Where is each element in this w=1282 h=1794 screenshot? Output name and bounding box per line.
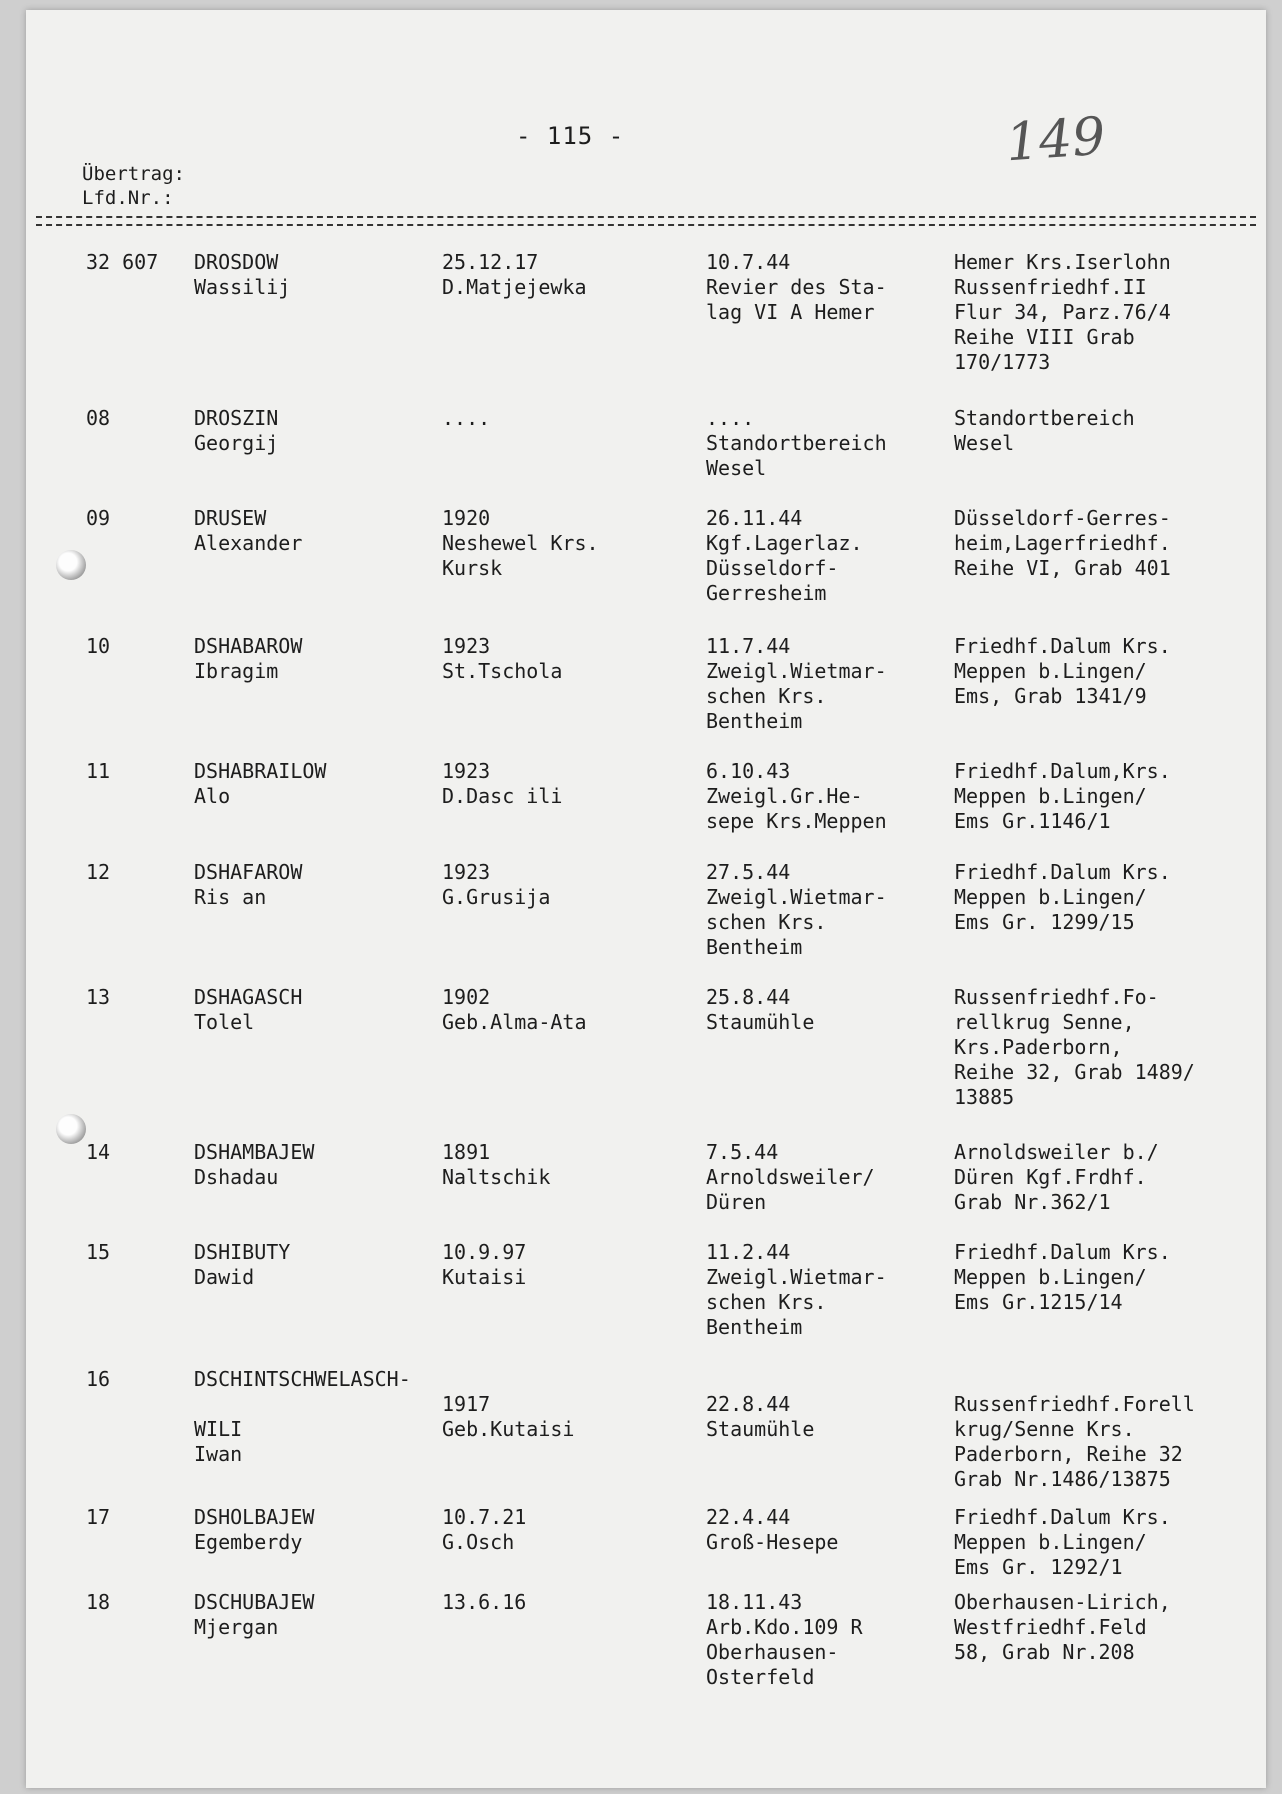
record-nr: 10 xyxy=(86,634,111,658)
record-name xyxy=(194,506,302,556)
record-birth-line: D.Dasc ili xyxy=(442,784,563,808)
record-grave xyxy=(954,985,1195,1110)
record-birth-line: 1917 xyxy=(442,1392,491,1416)
record-death-line: 18.11.43 xyxy=(706,1590,803,1614)
record-death-line: Wesel xyxy=(706,456,767,480)
record-grave xyxy=(954,1240,1171,1315)
record-grave-line xyxy=(954,1367,1195,1392)
record-death xyxy=(706,985,814,1035)
record-birth-line: St.Tschola xyxy=(442,659,563,683)
record-birth-line: Naltschik xyxy=(442,1165,551,1189)
record-grave-line: Ems Gr.1215/14 xyxy=(954,1290,1123,1314)
carry-over-label: Übertrag: xyxy=(82,163,185,185)
record-birth-line: 1923 xyxy=(442,860,491,884)
record-birth xyxy=(442,759,562,809)
record-grave-line: Ems Gr.1146/1 xyxy=(954,809,1111,833)
record-death-line: Zweigl.Wietmar- xyxy=(706,1265,887,1289)
record-birth-line: G.Grusija xyxy=(442,885,551,909)
record-grave-line: Russenfriedhf.Fo- xyxy=(954,985,1159,1009)
record-nr: 11 xyxy=(86,759,111,783)
record-grave-line: Düren Kgf.Frdhf. xyxy=(954,1165,1147,1189)
record-name-line xyxy=(194,1392,411,1417)
record-nr: 13 xyxy=(86,985,111,1009)
header-divider xyxy=(36,216,1256,226)
record-death-line: schen Krs. xyxy=(706,684,827,708)
record-birth-line: 10.7.21 xyxy=(442,1505,527,1529)
record-name-line: DSCHINTSCHWELASCH- xyxy=(194,1367,411,1391)
record-death-line: Groß-Hesepe xyxy=(706,1530,839,1554)
record-grave-line: rellkrug Senne, xyxy=(954,1010,1135,1034)
record-birth-line: Neshewel Krs. xyxy=(442,531,599,555)
record-name xyxy=(194,985,302,1035)
record-death-line: 11.2.44 xyxy=(706,1240,791,1264)
record-nr: 16 xyxy=(86,1367,111,1391)
record-birth-line: 1902 xyxy=(442,985,491,1009)
record-nr: 09 xyxy=(86,506,111,530)
record-death-line: Zweigl.Wietmar- xyxy=(706,659,887,683)
record-name-line: DROSDOW xyxy=(194,250,279,274)
record-grave-line: Westfriedhf.Feld xyxy=(954,1615,1147,1639)
record-death-line: Gerresheim xyxy=(706,581,827,605)
record-death xyxy=(706,1590,863,1690)
record-death-line: Oberhausen- xyxy=(706,1640,839,1664)
record-death-line: 27.5.44 xyxy=(706,860,791,884)
record-birth-line: G.Osch xyxy=(442,1530,515,1554)
record-name-line: DSHAMBAJEW xyxy=(194,1140,315,1164)
record-grave-line: heim,Lagerfriedhf. xyxy=(954,531,1171,555)
record-name-line: Georgij xyxy=(194,431,279,455)
record-name xyxy=(194,860,302,910)
record-grave xyxy=(954,1590,1171,1665)
record-name-line: Mjergan xyxy=(194,1615,279,1639)
record-birth-line: 10.9.97 xyxy=(442,1240,527,1264)
record-grave-line: Ems Gr. 1292/1 xyxy=(954,1555,1123,1579)
record-grave-line: 58, Grab Nr.208 xyxy=(954,1640,1135,1664)
record-death-line: Düren xyxy=(706,1190,767,1214)
record-birth-line xyxy=(442,1367,574,1392)
record-name-line: Alo xyxy=(194,784,231,808)
record-name xyxy=(194,634,302,684)
record-death xyxy=(706,759,887,834)
record-grave xyxy=(954,759,1171,834)
record-death-line: 22.4.44 xyxy=(706,1505,791,1529)
record-name-line: DRUSEW xyxy=(194,506,267,530)
record-grave-line: Oberhausen-Lirich, xyxy=(954,1590,1171,1614)
handwritten-folio-number: 149 xyxy=(1004,106,1108,174)
record-name xyxy=(194,406,278,456)
record-birth xyxy=(442,1140,550,1190)
record-death-line: Kgf.Lagerlaz. xyxy=(706,531,863,555)
record-name-line: Alexander xyxy=(194,531,303,555)
record-death-line: 11.7.44 xyxy=(706,634,791,658)
record-death-line: Arb.Kdo.109 R xyxy=(706,1615,863,1639)
record-death-line: Revier des Sta- xyxy=(706,275,887,299)
record-name-line: Wassilij xyxy=(194,275,291,299)
record-death-line: Standortbereich xyxy=(706,431,887,455)
record-nr: 12 xyxy=(86,860,111,884)
record-name-line: DSHAFAROW xyxy=(194,860,303,884)
record-death-line: schen Krs. xyxy=(706,1290,827,1314)
record-birth xyxy=(442,250,587,300)
record-grave-line: Russenfriedhf.II xyxy=(954,275,1147,299)
page-number: - 115 - xyxy=(516,122,625,150)
record-birth xyxy=(442,634,562,684)
record-grave-line: Meppen b.Lingen/ xyxy=(954,885,1147,909)
record-birth-line: Geb.Alma-Ata xyxy=(442,1010,587,1034)
record-grave xyxy=(954,860,1171,935)
record-grave-line: krug/Senne Krs. xyxy=(954,1417,1135,1441)
record-name xyxy=(194,1367,411,1467)
record-death-line: lag VI A Hemer xyxy=(706,300,875,324)
record-death-line: Staumühle xyxy=(706,1010,815,1034)
record-name-line: DSHABAROW xyxy=(194,634,303,658)
record-death xyxy=(706,1367,814,1442)
record-birth xyxy=(442,1240,526,1290)
record-nr: 15 xyxy=(86,1240,111,1264)
record-name-line: WILI xyxy=(194,1417,243,1441)
record-death-line: Zweigl.Gr.He- xyxy=(706,784,863,808)
record-grave-line: Ems, Grab 1341/9 xyxy=(954,684,1147,708)
record-death-line: schen Krs. xyxy=(706,910,827,934)
record-death-line: Düsseldorf- xyxy=(706,556,839,580)
record-death-line: Zweigl.Wietmar- xyxy=(706,885,887,909)
record-grave-line: Ems Gr. 1299/15 xyxy=(954,910,1135,934)
record-name-line: DSHAGASCH xyxy=(194,985,303,1009)
record-death-line: 26.11.44 xyxy=(706,506,803,530)
record-birth-line: .... xyxy=(442,406,491,430)
record-grave-line: Friedhf.Dalum Krs. xyxy=(954,1240,1171,1264)
record-birth xyxy=(442,860,550,910)
record-death-line: Bentheim xyxy=(706,935,803,959)
record-death xyxy=(706,406,887,481)
record-grave-line: 170/1773 xyxy=(954,350,1051,374)
record-grave-line: Grab Nr.1486/13875 xyxy=(954,1467,1171,1491)
record-grave-line: Meppen b.Lingen/ xyxy=(954,784,1147,808)
record-death xyxy=(706,860,887,960)
record-death xyxy=(706,250,887,325)
record-birth xyxy=(442,985,587,1035)
record-name-line: Dawid xyxy=(194,1265,255,1289)
record-death xyxy=(706,634,887,734)
record-name-line: Egemberdy xyxy=(194,1530,303,1554)
record-name xyxy=(194,1240,290,1290)
record-grave-line: Friedhf.Dalum Krs. xyxy=(954,860,1171,884)
record-name xyxy=(194,759,326,809)
record-grave-line: Arnoldsweiler b./ xyxy=(954,1140,1159,1164)
record-death-line: Osterfeld xyxy=(706,1665,815,1689)
record-name-line: Ris an xyxy=(194,885,267,909)
record-birth-line: 25.12.17 xyxy=(442,250,539,274)
record-death-line: Arnoldsweiler/ xyxy=(706,1165,875,1189)
document-page xyxy=(26,10,1266,1788)
header-labels xyxy=(82,162,185,210)
record-grave xyxy=(954,1140,1159,1215)
record-birth xyxy=(442,1590,526,1615)
record-grave-line: Friedhf.Dalum,Krs. xyxy=(954,759,1171,783)
record-birth xyxy=(442,406,490,431)
record-birth-line: Kursk xyxy=(442,556,503,580)
record-grave-line: Düsseldorf-Gerres- xyxy=(954,506,1171,530)
record-name xyxy=(194,1505,314,1555)
record-grave-line: Russenfriedhf.Forell xyxy=(954,1392,1195,1416)
record-birth-line: Geb.Kutaisi xyxy=(442,1417,575,1441)
record-birth xyxy=(442,1367,574,1442)
record-death-line: 22.8.44 xyxy=(706,1392,791,1416)
record-grave-line: Meppen b.Lingen/ xyxy=(954,1265,1147,1289)
record-grave-line: Wesel xyxy=(954,431,1015,455)
record-death-line: Staumühle xyxy=(706,1417,815,1441)
record-name-line: Tolel xyxy=(194,1010,255,1034)
record-grave-line: Friedhf.Dalum Krs. xyxy=(954,634,1171,658)
record-death xyxy=(706,1240,887,1340)
record-name xyxy=(194,1140,314,1190)
record-nr: 14 xyxy=(86,1140,111,1164)
running-number-label: Lfd.Nr.: xyxy=(82,187,174,209)
record-grave xyxy=(954,634,1171,709)
record-death xyxy=(706,1140,875,1215)
record-birth-line: D.Matjejewka xyxy=(442,275,587,299)
record-nr: 32 607 xyxy=(86,250,159,274)
record-death-line xyxy=(706,1367,814,1392)
record-death-line: Bentheim xyxy=(706,709,803,733)
record-birth xyxy=(442,1505,526,1555)
record-grave-line: Krs.Paderborn, xyxy=(954,1035,1123,1059)
record-birth-line: 1923 xyxy=(442,634,491,658)
record-birth xyxy=(442,506,599,581)
record-grave-line: Reihe 32, Grab 1489/ xyxy=(954,1060,1195,1084)
record-grave xyxy=(954,406,1135,456)
record-death-line: .... xyxy=(706,406,755,430)
record-grave-line: Paderborn, Reihe 32 xyxy=(954,1442,1183,1466)
record-grave xyxy=(954,506,1171,581)
punch-hole xyxy=(56,550,86,580)
record-grave xyxy=(954,1367,1195,1492)
record-grave xyxy=(954,1505,1171,1580)
record-grave xyxy=(954,250,1171,375)
record-birth-line: 1891 xyxy=(442,1140,491,1164)
punch-hole xyxy=(56,1114,86,1144)
record-name-line: Dshadau xyxy=(194,1165,279,1189)
record-name-line: DROSZIN xyxy=(194,406,279,430)
record-name xyxy=(194,250,290,300)
record-grave-line: Meppen b.Lingen/ xyxy=(954,1530,1147,1554)
record-nr: 17 xyxy=(86,1505,111,1529)
record-grave-line: Reihe VI, Grab 401 xyxy=(954,556,1171,580)
record-nr: 08 xyxy=(86,406,111,430)
record-death-line: 25.8.44 xyxy=(706,985,791,1009)
record-name-line: Iwan xyxy=(194,1442,243,1466)
record-nr: 18 xyxy=(86,1590,111,1614)
record-birth-line: 1920 xyxy=(442,506,491,530)
record-grave-line: 13885 xyxy=(954,1085,1015,1109)
record-name-line: Ibragim xyxy=(194,659,279,683)
record-grave-line: Meppen b.Lingen/ xyxy=(954,659,1147,683)
record-death xyxy=(706,506,863,606)
record-name-line: DSCHUBAJEW xyxy=(194,1590,315,1614)
record-birth-line: 13.6.16 xyxy=(442,1590,527,1614)
record-birth-line: Kutaisi xyxy=(442,1265,527,1289)
record-grave-line: Friedhf.Dalum Krs. xyxy=(954,1505,1171,1529)
record-grave-line: Reihe VIII Grab xyxy=(954,325,1135,349)
record-death-line: Bentheim xyxy=(706,1315,803,1339)
record-name-line: DSHIBUTY xyxy=(194,1240,291,1264)
record-grave-line: Flur 34, Parz.76/4 xyxy=(954,300,1171,324)
record-grave-line: Hemer Krs.Iserlohn xyxy=(954,250,1171,274)
record-death-line: sepe Krs.Meppen xyxy=(706,809,887,833)
record-death-line: 6.10.43 xyxy=(706,759,791,783)
record-grave-line: Standortbereich xyxy=(954,406,1135,430)
record-name-line: DSHABRAILOW xyxy=(194,759,327,783)
record-name-line: DSHOLBAJEW xyxy=(194,1505,315,1529)
record-birth-line: 1923 xyxy=(442,759,491,783)
record-death-line: 10.7.44 xyxy=(706,250,791,274)
record-death-line: 7.5.44 xyxy=(706,1140,779,1164)
record-death xyxy=(706,1505,838,1555)
record-name xyxy=(194,1590,314,1640)
record-grave-line: Grab Nr.362/1 xyxy=(954,1190,1111,1214)
